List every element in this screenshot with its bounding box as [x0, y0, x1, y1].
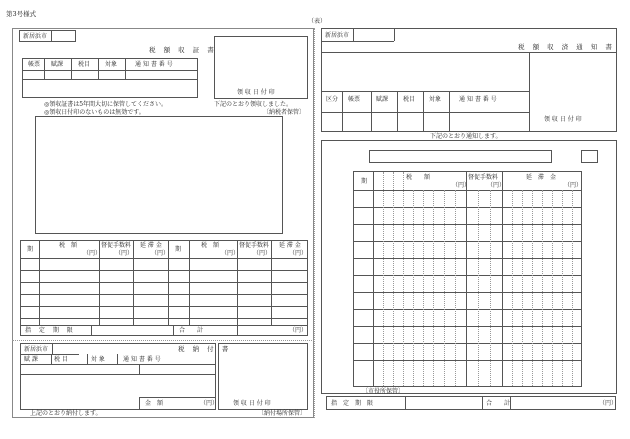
col-taisho: 対象: [105, 61, 118, 68]
right-col-chohyo: 帳票: [348, 96, 361, 103]
th-period: 期: [27, 246, 34, 253]
name-field: [369, 150, 552, 163]
rt-late-yen: （円）: [564, 182, 583, 189]
col-chohyo: 帳票: [28, 61, 41, 68]
notification-title: 税 額 収 済 通 知 書: [518, 43, 615, 51]
notification-table: [353, 171, 582, 387]
slip-col-tsuchi: 通 知 書 番 号: [123, 356, 161, 363]
rt-tax: 税 額: [406, 174, 431, 181]
receipt-date-label: 領 収 日 付 印: [237, 89, 275, 96]
slip-col-fuka: 賦 課: [24, 356, 38, 363]
th-tax: 税 額: [59, 242, 78, 249]
slip-stamp: [218, 343, 308, 410]
cut-line: [12, 340, 314, 341]
amount-yen: （円）: [200, 400, 219, 407]
th-fee-yen: （円）: [115, 250, 134, 257]
rt-fee-yen: （円）: [487, 182, 506, 189]
rt-period: 期: [361, 178, 368, 185]
th-fee: 督促手数料: [101, 242, 132, 249]
rt-fee: 督促手数料: [468, 174, 499, 181]
rt-late: 延 滞 金: [526, 174, 557, 181]
th-late-yen: （円）: [151, 250, 170, 257]
total-label: 合 計: [179, 327, 204, 334]
slip-col-zeimoku: 税 目: [54, 356, 68, 363]
received-text: 下記のとおり領収しました。: [214, 101, 293, 108]
right-total-yen: （円）: [599, 400, 618, 407]
col-fuka: 賦課: [51, 61, 64, 68]
due-label: 指 定 期 限: [25, 327, 76, 334]
th-fee-2: 督促手数料: [239, 242, 270, 249]
right-col-tsuchi: 通 知 書 番 号: [459, 96, 497, 103]
right-col-fuka: 賦課: [376, 96, 389, 103]
th-tax-2: 税 額: [201, 242, 220, 249]
note-keep: ◎領収証書は5年間大切に保管してください。: [44, 101, 168, 108]
amount-label: 金 額: [145, 400, 164, 407]
code-field: [581, 150, 598, 163]
right-col-taisho: 対象: [429, 96, 442, 103]
city-label: 新居浜市: [23, 33, 48, 40]
notify-text: 下記のとおり通知します。: [430, 133, 502, 140]
paid-text: 上記のとおり納付します。: [30, 410, 102, 417]
keep-label: 〔納税者保管〕: [263, 109, 306, 116]
right-total-label: 合 計: [486, 400, 511, 407]
slip-box: [20, 343, 219, 410]
right-col-zeimoku: 税目: [403, 96, 416, 103]
th-fee-yen-2: （円）: [253, 250, 272, 257]
th-tax-yen: （円）: [83, 250, 102, 257]
th-tax-yen-2: （円）: [221, 250, 240, 257]
slip-city-label: 新居浜市: [24, 346, 49, 353]
th-period-2: 期: [175, 246, 182, 253]
rt-tax-yen: （円）: [452, 182, 471, 189]
right-city-label: 新居浜市: [325, 32, 350, 39]
col-zeimoku: 税目: [78, 61, 91, 68]
receipt-title: 税 額 収 証 書: [149, 46, 217, 54]
th-late-2: 延 滞 金: [279, 242, 301, 249]
right-due-label: 指 定 期 限: [331, 400, 374, 407]
slip-title: 税 納 付 書: [178, 345, 232, 353]
th-late: 延 滞 金: [140, 242, 162, 249]
form-number: 第3号様式: [6, 10, 37, 18]
side-label: （表）: [308, 18, 327, 25]
right-col-kubun: 区分: [326, 96, 339, 103]
right-date-label: 領 収 日 付 印: [544, 116, 582, 123]
cut-line-vertical: [314, 28, 315, 418]
th-late-yen-2: （円）: [289, 250, 308, 257]
note-invalid: ◎領収日付印のないものは無効です。: [44, 109, 145, 116]
right-footer: [326, 396, 616, 410]
slip-keep-label: 〔納付場所保管〕: [258, 410, 307, 417]
slip-col-taisho: 対 象: [91, 356, 105, 363]
col-tsuchi: 通 知 書 番 号: [135, 61, 173, 68]
total-yen: （円）: [289, 327, 308, 334]
slip-date-label: 領 収 日 付 印: [233, 400, 271, 407]
right-keep-label: 〔市役所保管〕: [362, 388, 405, 395]
